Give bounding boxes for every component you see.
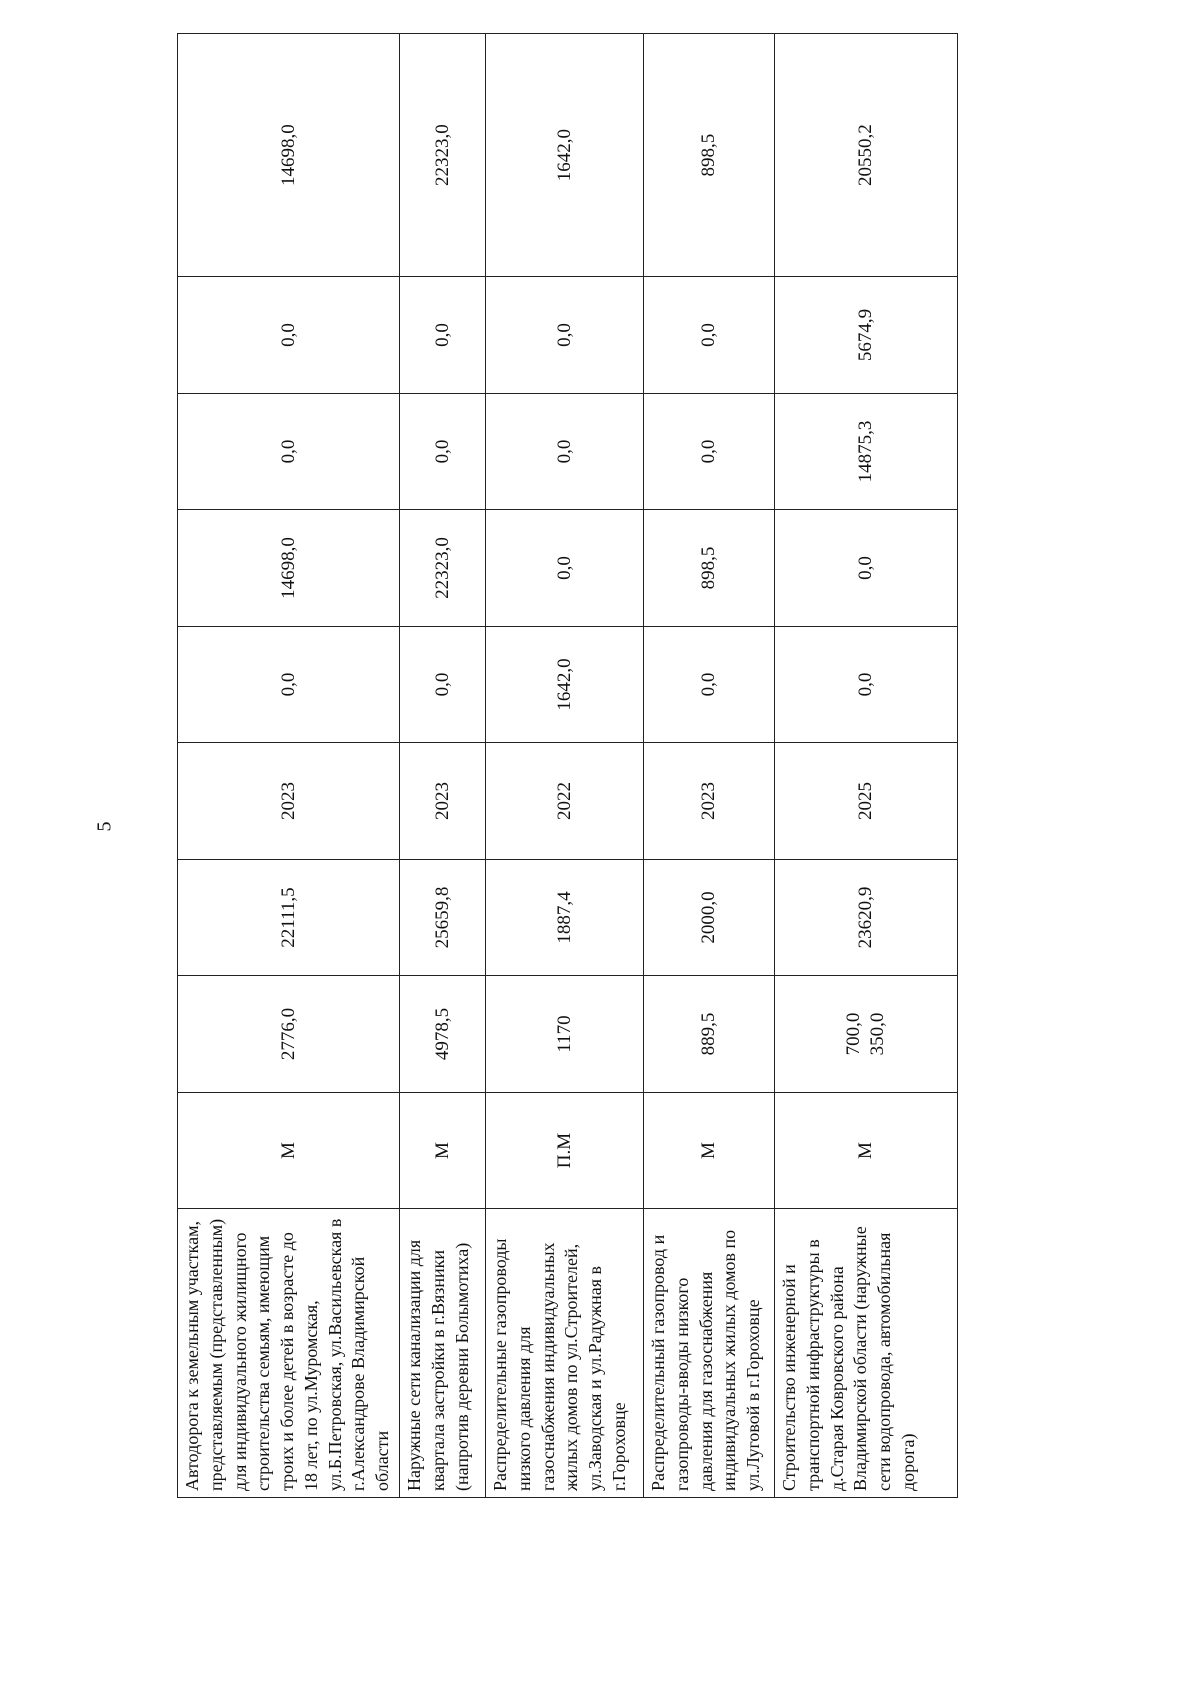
year-cell: 2023 xyxy=(644,743,775,860)
capacity-cell: 889,5 xyxy=(644,976,775,1093)
unit-cell: М xyxy=(644,1092,775,1209)
value-cell-1: 0,0 xyxy=(400,626,486,743)
value-cell-2: 898,5 xyxy=(644,510,775,627)
table-row xyxy=(775,34,958,1498)
table-container xyxy=(177,33,957,1498)
estimated-cost-cell: 2000,0 xyxy=(644,859,775,976)
estimated-cost-cell: 25659,8 xyxy=(400,859,486,976)
value-cell-4: 0,0 xyxy=(644,277,775,394)
value-cell-3: 0,0 xyxy=(400,393,486,510)
table-row xyxy=(400,34,486,1498)
total-cell: 20550,2 xyxy=(775,34,958,277)
total-cell: 14698,0 xyxy=(178,34,400,277)
total-cell: 22323,0 xyxy=(400,34,486,277)
unit-cell: М xyxy=(178,1092,400,1209)
value-cell-3: 14875,3 xyxy=(775,393,958,510)
object-description: Наружные сети канализации для квартала застройки в г.Вязники (напротив деревни Болымотиха) xyxy=(400,1209,486,1498)
year-cell: 2022 xyxy=(486,743,644,860)
object-description: Строительство инженерной и транспортной инфраструктуры в д.Старая Ковровского района Владимирской области (наружные сети водопровода, автомобильная дорога) xyxy=(775,1209,958,1498)
value-cell-1: 0,0 xyxy=(644,626,775,743)
capacity-cell: 2776,0 xyxy=(178,976,400,1093)
page-number: 5 xyxy=(93,821,116,832)
value-cell-1: 0,0 xyxy=(775,626,958,743)
value-cell-1: 1642,0 xyxy=(486,626,644,743)
table-row xyxy=(644,34,775,1498)
value-cell-2: 0,0 xyxy=(775,510,958,627)
value-cell-4: 0,0 xyxy=(178,277,400,394)
value-cell-4: 0,0 xyxy=(486,277,644,394)
value-cell-2: 0,0 xyxy=(486,510,644,627)
year-cell: 2023 xyxy=(400,743,486,860)
estimated-cost-cell: 23620,9 xyxy=(775,859,958,976)
capacity-cell: 1170 xyxy=(486,976,644,1093)
object-description: Распределительный газопровод и газопроводы-вводы низкого давления для газоснабжения индивидуальных жилых домов по ул.Луговой в г.Гороховце xyxy=(644,1209,775,1498)
year-cell: 2023 xyxy=(178,743,400,860)
estimated-cost-cell: 1887,4 xyxy=(486,859,644,976)
value-cell-2: 22323,0 xyxy=(400,510,486,627)
unit-cell: М xyxy=(775,1092,958,1209)
table-row xyxy=(486,34,644,1498)
value-cell-4: 0,0 xyxy=(400,277,486,394)
capacity-cell: 700,0 350,0 xyxy=(775,976,958,1093)
unit-cell: М xyxy=(400,1092,486,1209)
object-description: Автодорога к земельным участкам, представляемым (представленным) для индивидуального жилищного строительства семьям, имеющим троих и более детей в возрасте до 18 лет, по ул.Муромская, ул.Б.Петровская, ул.Васильевская в г.Александрове Владимирской области xyxy=(178,1209,400,1498)
capacity-cell: 4978,5 xyxy=(400,976,486,1093)
value-cell-3: 0,0 xyxy=(644,393,775,510)
estimated-cost-cell: 22111,5 xyxy=(178,859,400,976)
table-row xyxy=(178,34,400,1498)
object-description: Распределительные газопроводы низкого давления для газоснабжения индивидуальных жилых домов по ул.Строителей, ул.Заводская и ул.Радужная в г.Гороховце xyxy=(486,1209,644,1498)
year-cell: 2025 xyxy=(775,743,958,860)
value-cell-1: 0,0 xyxy=(178,626,400,743)
total-cell: 898,5 xyxy=(644,34,775,277)
value-cell-2: 14698,0 xyxy=(178,510,400,627)
value-cell-3: 0,0 xyxy=(486,393,644,510)
total-cell: 1642,0 xyxy=(486,34,644,277)
value-cell-3: 0,0 xyxy=(178,393,400,510)
unit-cell: П.М xyxy=(486,1092,644,1209)
value-cell-4: 5674,9 xyxy=(775,277,958,394)
investment-table xyxy=(177,33,958,1498)
